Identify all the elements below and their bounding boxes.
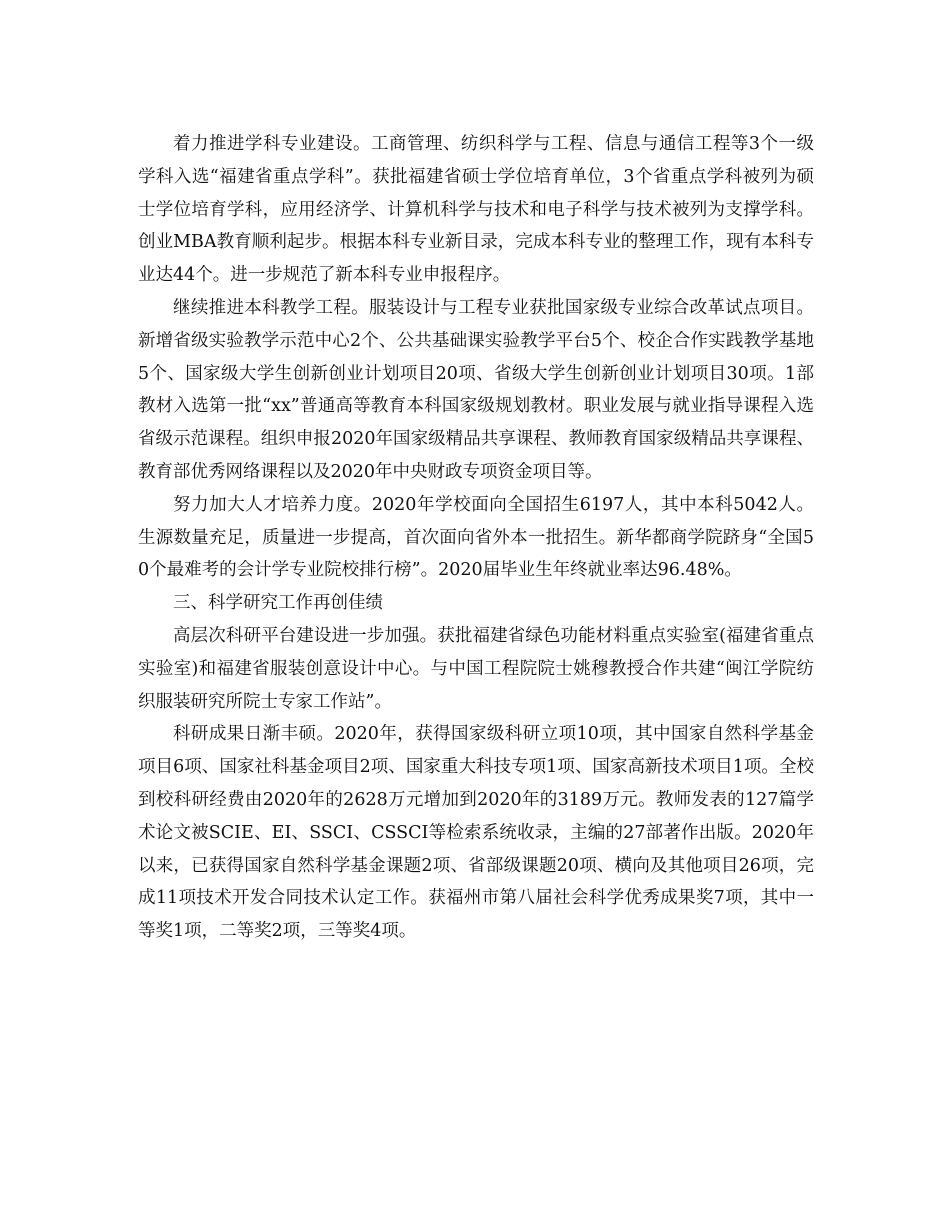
- paragraph-undergraduate-teaching: 继续推进本科教学工程。服装设计与工程专业获批国家级专业综合改革试点项目。新增省级实验教学示范中心2个、公共基础课实验教学平台5个、校企合作实践教学基地5个、国家级大学生创新创业计划项目20项、省级大学生创新创业计划项目30项。1部教材入选第一批“xx”普通高等教育本科国家级规划教材。职业发展与就业指导课程入选省级示范课程。组织申报2020年国家级精品共享课程、教师教育国家级精品共享课程、教育部优秀网络课程以及2020年中央财政专项资金项目等。: [138, 297, 814, 482]
- paragraph-discipline-construction: 着力推进学科专业建设。工商管理、纺织科学与工程、信息与通信工程等3个一级学科入选“福建省重点学科”。获批福建省硕士学位培育单位，3个省重点学科被列为硕士学位培育学科，应用经济学、计算机科学与技术和电子科学与技术被列为支撑学科。创业MBA教育顺利起步。根据本科专业新目录，完成本科专业的整理工作，现有本科专业达44个。进一步规范了新本科专业申报程序。: [138, 134, 814, 286]
- paragraph-research-achievements: 科研成果日渐丰硕。2020年，获得国家级科研立项10项，其中国家自然科学基金项目6项、国家社科基金项目2项、国家重大科技专项1项、国家高新技术项目1项。全校到校科研经费由2020年的2628万元增加到2020年的3189万元。教师发表的127篇学术论文被SCIE、EI、SSCI、CSSCI等检索系统收录，主编的27部著作出版。2020年以来，已获得国家自然科学基金课题2项、省部级课题20项、横向及其他项目26项，完成11项技术开发合同技术认定工作。获福州市第八届社会科学优秀成果奖7项，其中一等奖1项，二等奖2项，三等奖4项。: [138, 724, 814, 942]
- section-heading-research: 三、科学研究工作再创佳绩: [173, 593, 383, 614]
- paragraph-research-platforms: 高层次科研平台建设进一步加强。获批福建省绿色功能材料重点实验室(福建省重点实验室)和福建省服装创意设计中心。与中国工程院院士姚穆教授合作共建“闽江学院纺织服装研究所院士专家工作站”。: [138, 625, 814, 712]
- document-body: [138, 128, 814, 948]
- paragraph-talent-cultivation: 努力加大人才培养力度。2020年学校面向全国招生6197人，其中本科5042人。生源数量充足，质量进一步提高，首次面向省外本一批招生。新华都商学院跻身“全国50个最难考的会计学专业院校排行榜”。2020届毕业生年终就业率达96.48%。: [138, 494, 814, 581]
